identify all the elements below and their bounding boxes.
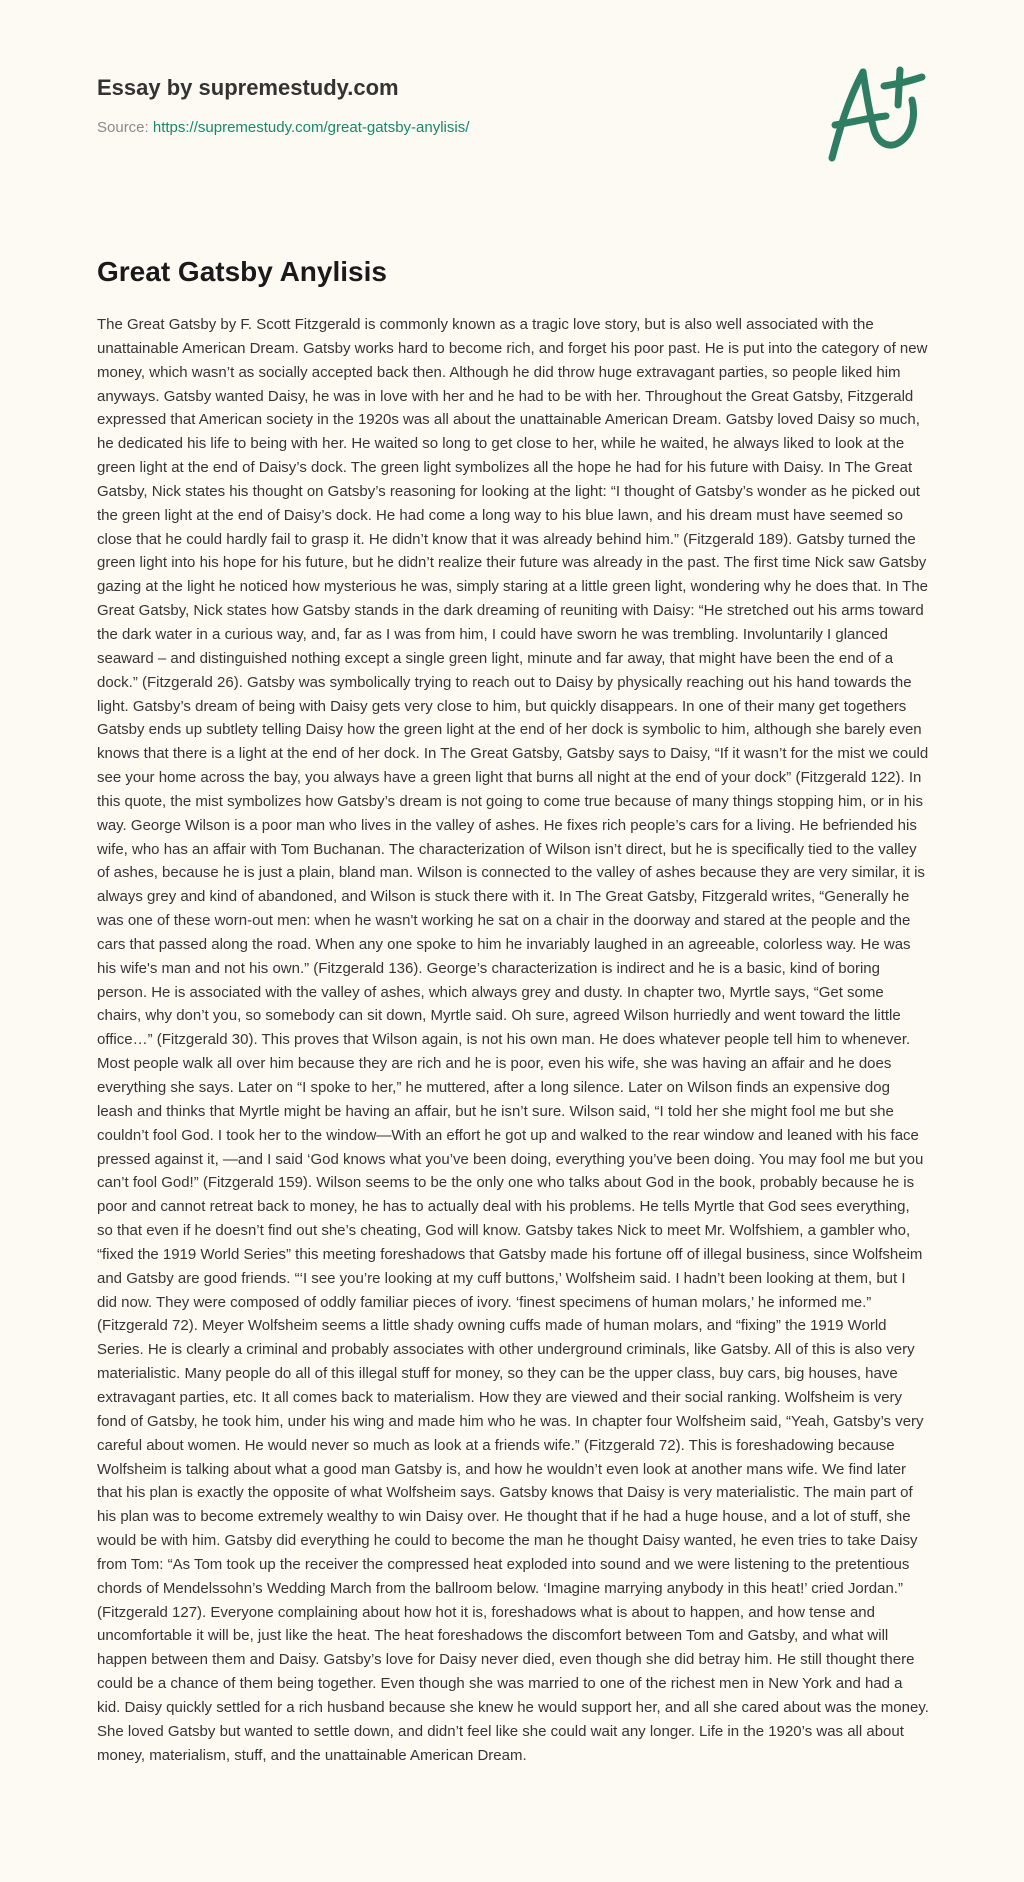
source-line [97,118,797,138]
page-header [97,74,797,138]
site-title: Essay by supremestudy.com [97,75,399,100]
a-plus-grade-icon [818,62,938,166]
source-link[interactable]: https://supremestudy.com/great-gatsby-anylisis/ [152,119,470,136]
document-title: Great Gatsby Anylisis [97,256,387,287]
source-label: Source: [97,119,153,136]
essay-body-text: The Great Gatsby by F. Scott Fitzgerald is commonly known as a tragic love story, but is also well associated with the unattainable American Dream. Gatsby works hard to become rich, and forget his poor past. He is put into the category of new money, which wasn’t as socially accepted back then. Although he did throw huge extravagant parties, so people liked him anyways. Gatsby wanted Daisy, he was in love with her and he had to be with her. Throughout the Great Gatsby, Fitzgerald expressed that American society in the 1920s was all about the unattainable American Dream. Gatsby loved Daisy so much, he dedicated his life to being with her. He waited so long to get close to her, while he waited, he always liked to look at the green light at the end of Daisy’s dock. The green light symbolizes all the hope he had for his future with Daisy. In The Great Gatsby, Nick states his thought on Gatsby’s reasoning for looking at the light: “I thought of Gatsby’s wonder as he picked out the green light at the end of Daisy’s dock. He had come a long way to his blue lawn, and his dream must have seemed so close that he could hardly fail to grasp it. He didn’t know that it was already behind him.” (Fitzgerald 189). Gatsby turned the green light into his hope for his future, but he didn’t realize their future was already in the past. The first time Nick saw Gatsby gazing at the light he noticed how mysterious he was, simply staring at a little green light, wondering why he does that. In The Great Gatsby, Nick states how Gatsby stands in the dark dreaming of reuniting with Daisy: “He stretched out his arms toward the dark water in a curious way, and, far as I was from him, I could have sworn he was trembling. Involuntarily I glanced seaward – and distinguished nothing except a single green light, minute and far away, that might have been the end of a dock.” (Fitzgerald 26). Gatsby was symbolically trying to reach out to Daisy by physically reaching out his hand towards the light. Gatsby’s dream of being with Daisy gets very close to him, but quickly disappears. In one of their many get togethers Gatsby ends up subtlety telling Daisy how the green light at the end of her dock is symbolic to him, although she barely even knows that there is a light at the end of her dock. In The Great Gatsby, Gatsby says to Daisy, “If it wasn’t for the mist we could see your home across the bay, you always have a green light that burns all night at the end of your dock” (Fitzgerald 122). In this quote, the mist symbolizes how Gatsby’s dream is not going to come true because of many things stopping him, or in his way. George Wilson is a poor man who lives in the valley of ashes. He fixes rich people’s cars for a living. He befriended his wife, who has an affair with Tom Buchanan. The characterization of Wilson isn’t direct, but he is specifically tied to the valley of ashes, because he is just a plain, bland man. Wilson is connected to the valley of ashes because they are very similar, it is always grey and kind of abandoned, and Wilson is stuck there with it. In The Great Gatsby, Fitzgerald writes, “Generally he was one of these worn-out men: when he wasn't working he sat on a chair in the doorway and stared at the people and the cars that passed along the road. When any one spoke to him he invariably laughed in an agreeable, colorless way. He was his wife's man and not his own.” (Fitzgerald 136). George’s characterization is indirect and he is a basic, kind of boring person. He is associated with the valley of ashes, which always grey and dusty. In chapter two, Myrtle says, “Get some chairs, why don’t you, so somebody can sit down, Myrtle said. Oh sure, agreed Wilson hurriedly and went toward the little office…” (Fitzgerald 30). This proves that Wilson again, is not his own man. He does whatever people tell him to whenever. Most people walk all over him because they are rich and he is poor, even his wife, she was having an affair and he does everything she says. Later on “I spoke to her,” he muttered, after a long silence. Later on Wilson finds an expensive dog leash and thinks that Myrtle might be having an affair, but he isn’t sure. Wilson said, “I told her she might fool me but she couldn’t fool God. I took her to the window—With an effort he got up and walked to the rear window and leaned with his face pressed against it, —and I said ‘God knows what you’ve been doing, everything you’ve been doing. You may fool me but you can’t fool God!” (Fitzgerald 159). Wilson seems to be the only one who talks about God in the book, probably because he is poor and cannot retreat back to money, he has to actually deal with his problems. He tells Myrtle that God sees everything, so that even if he doesn’t find out she’s cheating, God will know. Gatsby takes Nick to meet Mr. Wolfshiem, a gambler who, “fixed the 1919 World Series” this meeting foreshadows that Gatsby made his fortune off of illegal business, since Wolfsheim and Gatsby are good friends. “‘I see you’re looking at my cuff buttons,’ Wolfsheim said. I hadn’t been looking at them, but I did now. They were composed of oddly familiar pieces of ivory. ‘finest specimens of human molars,’ he informed me.” (Fitzgerald 72). Meyer Wolfsheim seems a little shady owning cuffs made of human molars, and “fixing” the 1919 World Series. He is clearly a criminal and probably associates with other underground criminals, like Gatsby. All of this is also very materialistic. Many people do all of this illegal stuff for money, so they can be the upper class, buy cars, big houses, have extravagant parties, etc. It all comes back to materialism. How they are viewed and their social ranking. Wolfsheim is very fond of Gatsby, he took him, under his wing and made him who he was. In chapter four Wolfsheim said, “Yeah, Gatsby’s very careful about women. He would never so much as look at a friends wife.” (Fitzgerald 72). This is foreshadowing because Wolfsheim is talking about what a good man Gatsby is, and how he wouldn’t even look at another mans wife. We find later that his plan is exactly the opposite of what Wolfsheim says. Gatsby knows that Daisy is very materialistic. The main part of his plan was to become extremely wealthy to win Daisy over. He thought that if he had a huge house, and a lot of stuff, she would be with him. Gatsby did everything he could to become the man he thought Daisy wanted, he even tries to take Daisy from Tom: “As Tom took up the receiver the compressed heat exploded into sound and we were listening to the pretentious chords of Mendelssohn’s Wedding March from the ballroom below. ‘Imagine marrying anybody in this heat!’ cried Jordan.” (Fitzgerald 127). Everyone complaining about how hot it is, foreshadows what is about to happen, and how tense and uncomfortable it will be, just like the heat. The heat foreshadows the discomfort between Tom and Gatsby, and what will happen between them and Daisy. Gatsby’s love for Daisy never died, even though she did betray him. He still thought there could be a chance of them being together. Even though she was married to one of the richest men in New York and had a kid. Daisy quickly settled for a rich husband because she knew he would support her, and all she cared about was the money. She loved Gatsby but wanted to settle down, and didn’t feel like she could wait any longer. Life in the 1920’s was all about money, materialism, stuff, and the unattainable American Dream. [97,316,929,1764]
